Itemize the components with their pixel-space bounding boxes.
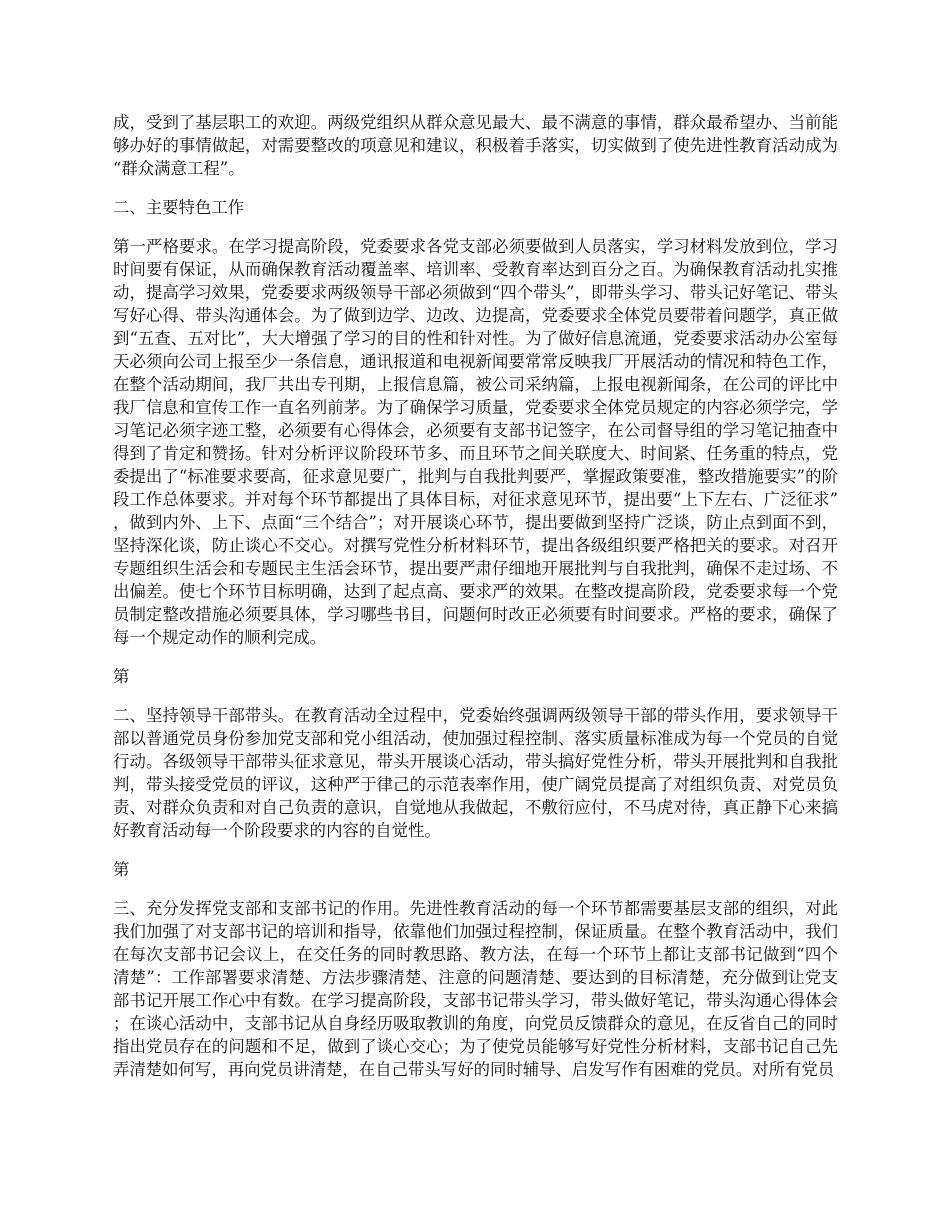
paragraph-fragment-di-2: 第	[113, 860, 130, 879]
paragraph-fragment-di-1: 第	[113, 667, 130, 686]
paragraph-strict-requirements: 第一严格要求。在学习提高阶段，党委要求各党支部必须要做到人员落实，学习材料发放到位，学习时间要有保证，从而确保教育活动覆盖率、培训率、受教育率达到百分之百。为确保教育活动扎实推动，提高学习效果，党委要求两级领导干部必须做到“四个带头”，即带头学习、带头记好笔记、带头写好心得、带头沟通体会。为了做到边学、边改、边提高，党委要求全体党员要带着问题学，真正做到“五查、五对比”，大大增强了学习的目的性和针对性。为了做好信息流通，党委要求活动办公室每天必须向公司上报至少一条信息，通讯报道和电视新闻要常常反映我厂开展活动的情况和特色工作，在整个活动期间，我厂共出专刊期，上报信息篇，被公司采纳篇，上报电视新闻条，在公司的评比中我厂信息和宣传工作一直名列前茅。为了确保学习质量，党委要求全体党员规定的内容必须学完，学习笔记必须字迹工整，必须要有心得体会，必须要有支部书记签字，在公司督导组的学习笔记抽查中得到了肯定和赞扬。针对分析评议阶段环节多、而且环节之间关联度大、时间紧、任务重的特点，党委提出了“标准要求要高，征求意见要广，批判与自我批判要严，掌握政策要准，整改措施要实”的阶段工作总体要求。并对每个环节都提出了具体目标，对征求意见环节，提出要“上下左右、广泛征求”，做到内外、上下、点面“三个结合”；对开展谈心环节，提出要做到坚持广泛谈，防止点到面不到，坚持深化谈，防止谈心不交心。对撰写党性分析材料环节，提出各级组织要严格把关的要求。对召开专题组织生活会和专题民主生活会环节，提出要严肃仔细地开展批判与自我批判，确保不走过场、不出偏差。使七个环节目标明确，达到了起点高、要求严的效果。在整改提高阶段，党委要求每一个党员制定整改措施必须要具体，学习哪些书目，问题何时改正必须要有时间要求。严格的要求，确保了每一个规定动作的顺利完成。	[113, 237, 838, 647]
section-heading-main-features: 二、主要特色工作	[113, 198, 245, 217]
paragraph-intro-continuation: 成，受到了基层职工的欢迎。两级党组织从群众意见最大、最不满意的事情，群众最希望办、当前能够办好的事情做起，对需要整改的项意见和建议，积极着手落实，切实做到了使先进性教育活动成为“群众满意工程”。	[113, 113, 838, 178]
paragraph-branch-role: 三、充分发挥党支部和支部书记的作用。先进性教育活动的每一个环节都需要基层支部的组织，对此我们加强了对支部书记的培训和指导，依靠他们加强过程控制，保证质量。在整个教育活动中，我们在每次支部书记会议上，在交任务的同时教思路、教方法，在每一个环节上都让支部书记做到“四个清楚”：工作部署要求清楚、方法步骤清楚、注意的问题清楚、要达到的目标清楚，充分做到让党支部书记开展工作心中有数。在学习提高阶段，支部书记带头学习，带头做好笔记，带头沟通心得体会；在谈心活动中，支部书记从自身经历吸取教训的角度，向党员反馈群众的意见，在反省自己的同时指出党员存在的问题和不足，做到了谈心交心；为了使党员能够写好党性分析材料，支部书记自己先弄清楚如何写，再向党员讲清楚，在自己带头写好的同时辅导、启发写作有困难的党员。对所有党员	[113, 899, 838, 1079]
paragraph-leaders-lead: 二、坚持领导干部带头。在教育活动全过程中，党委始终强调两级领导干部的带头作用，要求领导干部以普通党员身份参加党支部和党小组活动，使加强过程控制、落实质量标准成为每一个党员的自觉行动。各级领导干部带头征求意见，带头开展谈心活动，带头搞好党性分析，带头开展批判和自我批判，带头接受党员的评议，这种严于律己的示范表率作用，使广阔党员提高了对组织负责、对党员负责、对群众负责和对自己负责的意识，自觉地从我做起，不敷衍应付，不马虎对待，真正静下心来搞好教育活动每一个阶段要求的内容的自觉性。	[113, 706, 838, 840]
document-body	[113, 111, 838, 1081]
